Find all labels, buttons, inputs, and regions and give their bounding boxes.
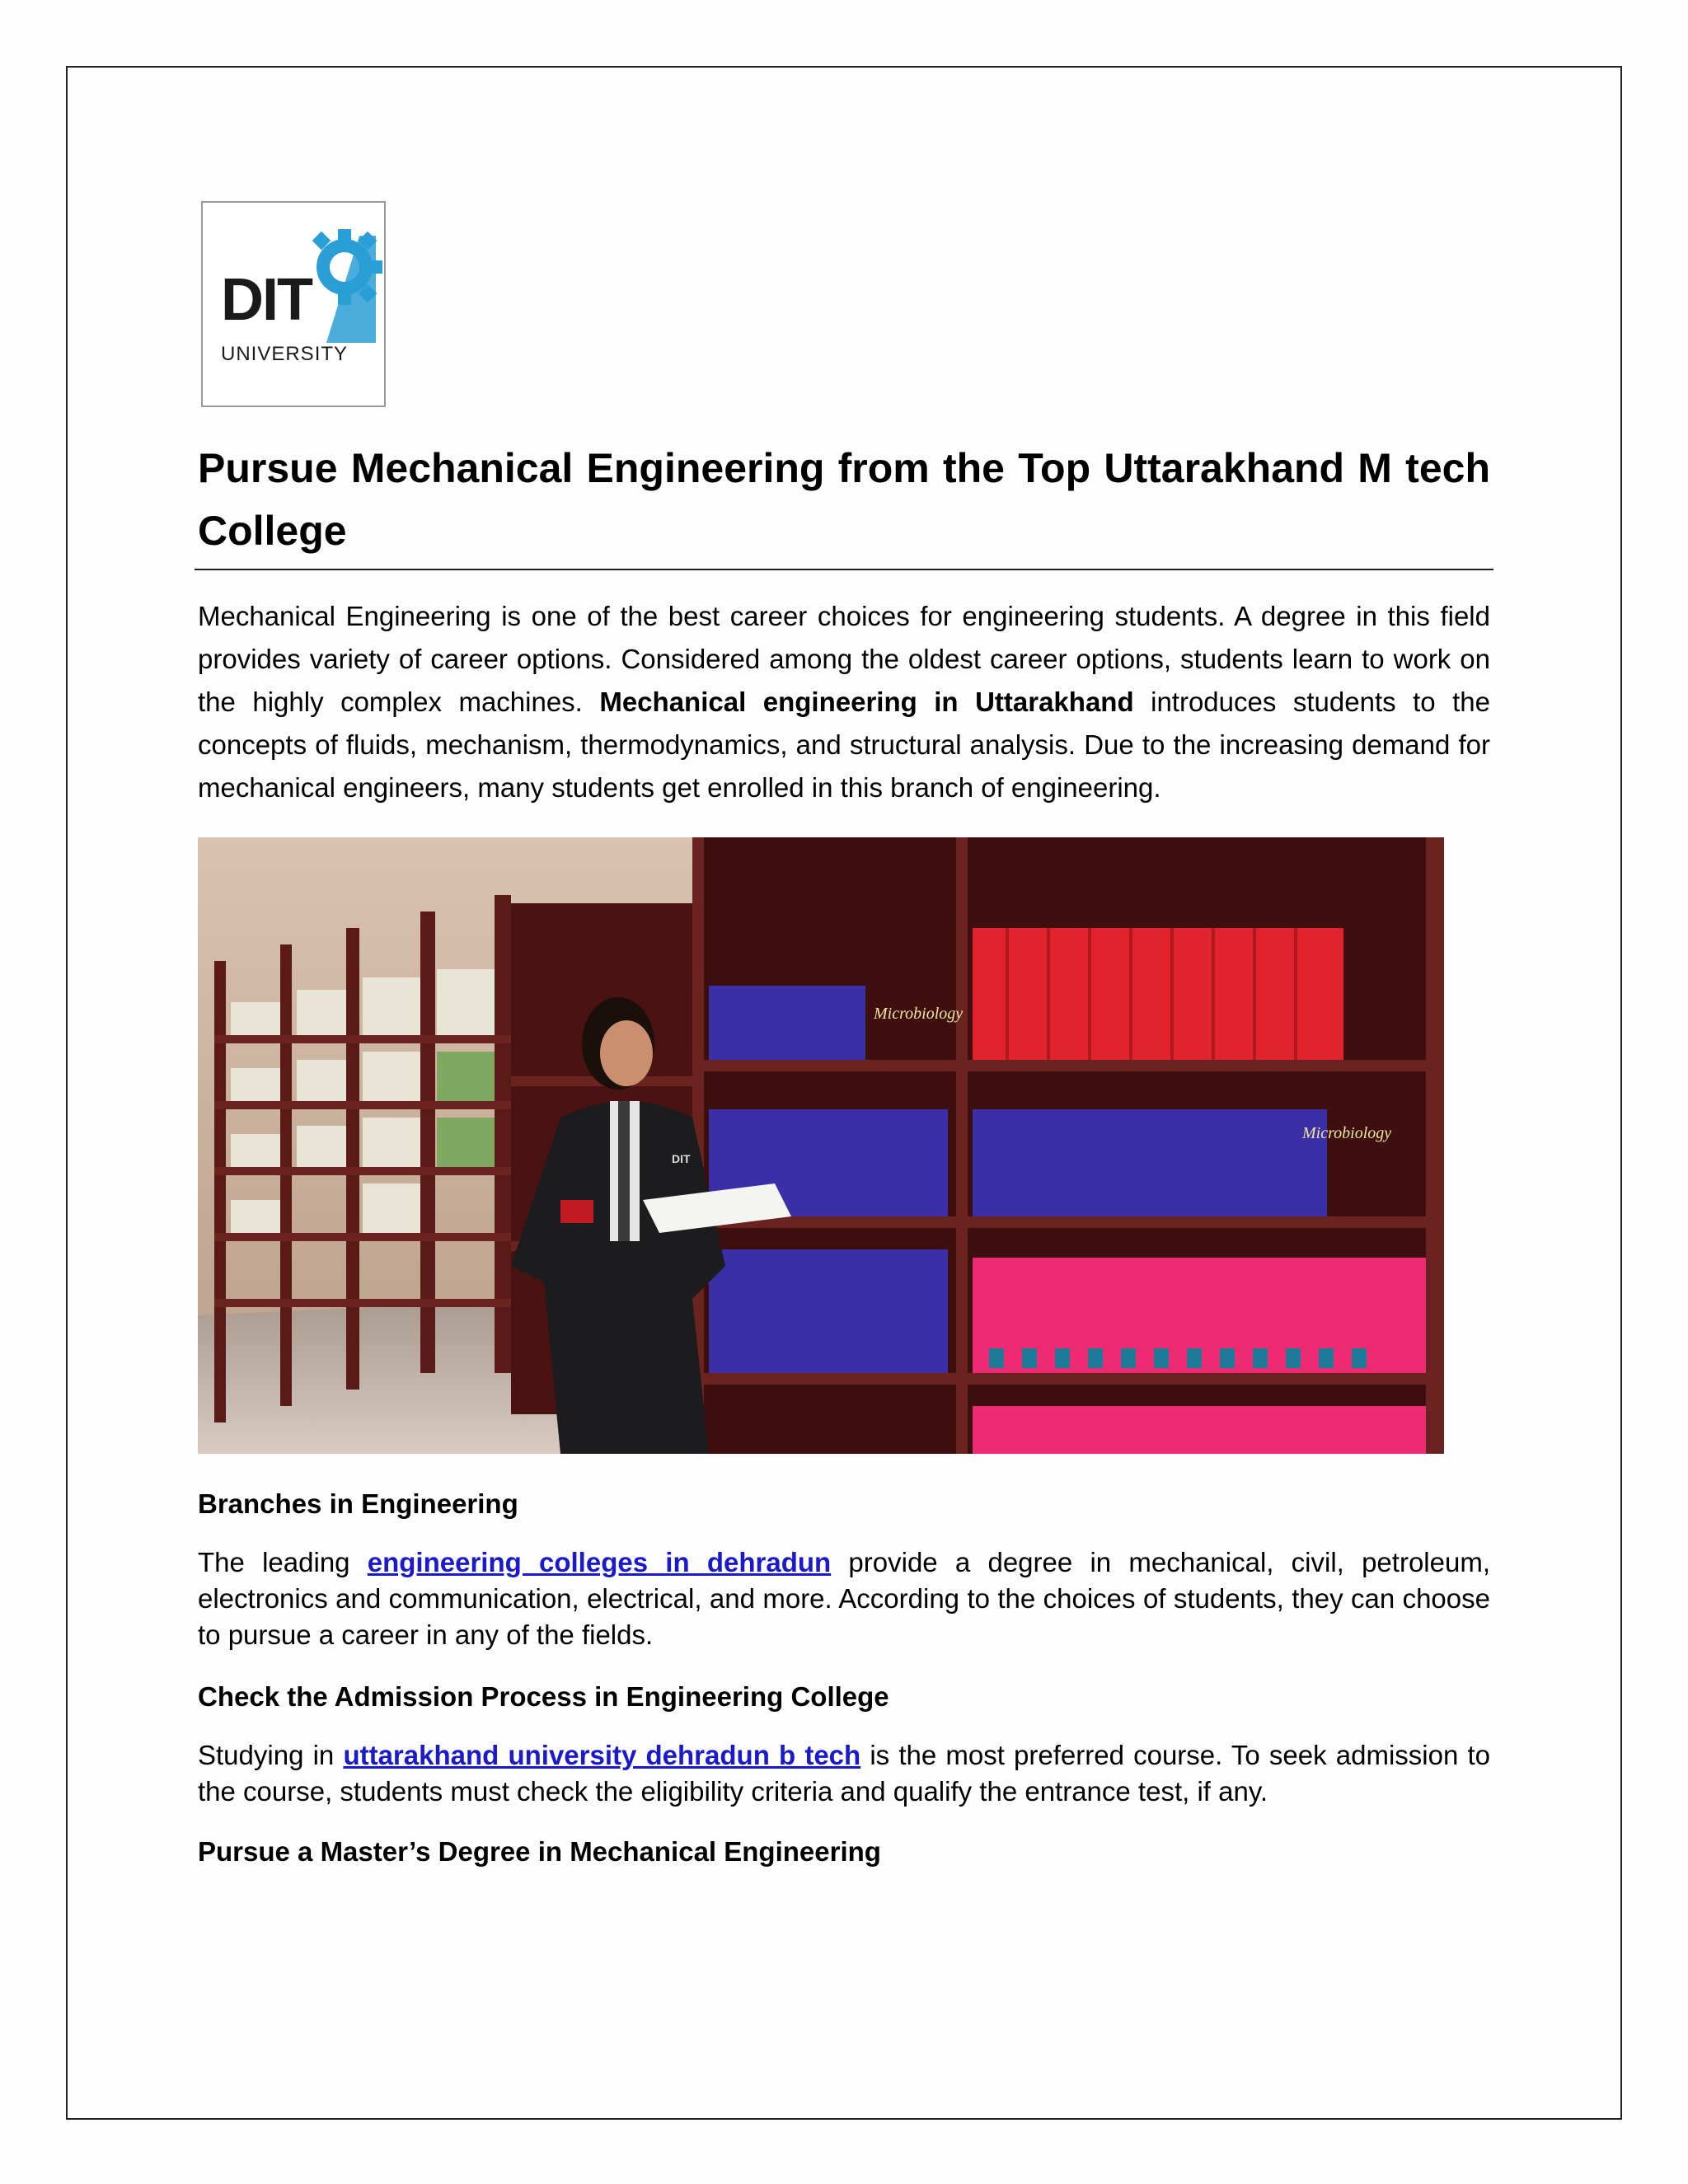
heading-masters: Pursue a Master’s Degree in Mechanical Engineering <box>198 1836 881 1867</box>
dit-university-logo <box>201 201 386 407</box>
intro-paragraph <box>198 595 1490 809</box>
heading-branches: Branches in Engineering <box>198 1488 518 1519</box>
admission-text-start: Studying in <box>198 1740 344 1770</box>
library-illustration <box>198 837 1444 1454</box>
admission-paragraph <box>198 1737 1490 1810</box>
library-photo <box>198 837 1444 1454</box>
uttarakhand-university-link[interactable]: uttarakhand university dehradun b tech <box>343 1740 861 1770</box>
engineering-colleges-link[interactable]: engineering colleges in dehradun <box>367 1547 832 1577</box>
admission-text-end: is the most preferred course. To seek admission to the course, students must check the eligibility criteria and qualify the entrance test, if any. <box>198 1740 1491 1807</box>
branches-text-start: The leading <box>198 1547 368 1577</box>
page-title: Pursue Mechanical Engineering from the Top Uttarakhand M tech College <box>198 445 1490 554</box>
intro-text-end: introduces students to the concepts of fluids, mechanism, thermodynamics, and structural analysis. Due to the increasing demand for mechanical engineers, many students get enrolled in this branch of engineering. <box>198 687 1490 803</box>
book-label: Microbiology <box>874 1005 964 1023</box>
logo-wordmark: DIT <box>221 267 312 333</box>
title-divider <box>195 569 1493 570</box>
intro-keyword: Mechanical engineering in Uttarakhand <box>599 687 1134 717</box>
branches-text-end: provide a degree in mechanical, civil, petroleum, electronics and communication, electrical, and more. According to the choices of students, they can choose to pursue a career in any of the fields. <box>198 1547 1490 1650</box>
intro-text-start: Mechanical Engineering is one of the best career choices for engineering students. A degree in this field provides variety of career options. Considered among the oldest career options, students learn to work on the highly complex machines. <box>198 601 1490 717</box>
book-label: Microbiology <box>1302 1124 1392 1142</box>
heading-admission: Check the Admission Process in Engineering College <box>198 1681 889 1712</box>
logo-subtitle: UNIVERSITY <box>221 343 349 365</box>
blazer-logo: DIT <box>672 1152 691 1165</box>
branches-paragraph <box>198 1544 1490 1653</box>
